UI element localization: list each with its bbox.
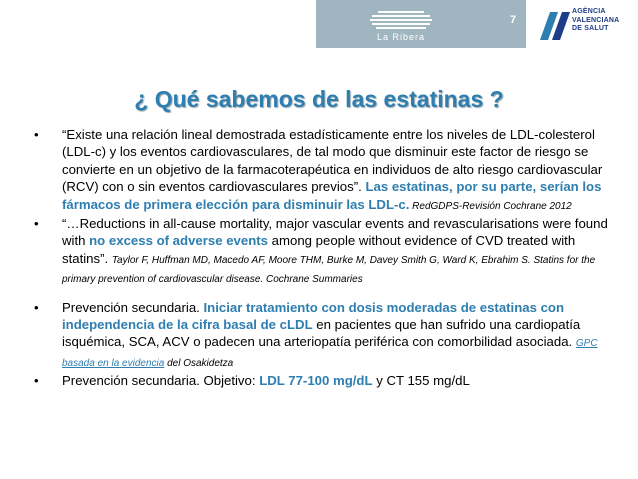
agency-name: [572, 8, 619, 34]
bullet-item: [34, 215, 614, 289]
bullet-text: Prevención secundaria.: [62, 299, 204, 315]
bullet-text: Prevención secundaria. Objetivo:: [62, 373, 260, 389]
bullet-citation: Taylor F, Huffman MD, Macedo AF, Moore THM, Burke M, Davey Smith G, Ward K, Ebrahim S. Statins for the primary prevention of cardiovascular disease. Cochrane Summaries: [62, 254, 596, 286]
bullet-highlight: Las estatinas, por su parte, serían los fármacos de primera elección para disminuir las LDL-c.: [62, 179, 602, 212]
bullet-marker: •: [34, 216, 39, 232]
bullet-item: [34, 126, 614, 215]
bullet-text-cont: en pacientes que han sufrido una cardiopatía isquémica, SCA, ACV o padecen una arteriopatía periférica con comorbilidad asociada.: [62, 317, 581, 350]
slide-number: 7: [509, 14, 517, 26]
gpc-link[interactable]: GPC basada en la evidencia: [62, 338, 598, 369]
bullet-citation: del Osakidetza: [164, 357, 234, 369]
bullet-marker: •: [34, 299, 39, 315]
agency-line-3: DE SALUT: [572, 25, 609, 32]
bullet-highlight: LDL 77-100 mg/dL: [259, 373, 373, 389]
agency-line-1: AGÈNCIA: [572, 8, 606, 15]
bullet-text-cont: among people without evidence of CVD treated with statins”.: [62, 233, 576, 266]
slide-title: ¿ Qué sabemos de las estatinas ?: [134, 86, 504, 112]
bullet-list: [34, 126, 614, 390]
bullet-marker: •: [34, 373, 39, 389]
bullet-marker: •: [34, 127, 39, 142]
agency-line-2: VALENCIANA: [572, 16, 620, 24]
la-ribera-logo: [324, 2, 496, 46]
bullet-item: [34, 299, 614, 373]
bullet-citation: RedGDPS-Revisión Cochrane 2012: [409, 200, 572, 212]
bullet-highlight: no excess of adverse events: [89, 233, 268, 249]
logo-text: La Ribera: [376, 32, 426, 42]
bullet-item: [34, 372, 614, 389]
bullet-text: “…Reductions in all-cause mortality, major vascular events and revascularisations were found with: [62, 216, 608, 249]
bullet-text: “Existe una relación lineal demostrada estadísticamente entre los niveles de LDL-colesterol (LDL-c) y los eventos cardiovasculares, de tal modo que disminuir este factor de riesgo se convierte en un objetivo de la farmacoterapéutica en individuos de alto riesgo cardiovascular (RCV) con o sin eventos cardiovasculares previos”.: [62, 127, 603, 195]
bullet-highlight: Iniciar tratamiento con dosis moderadas de estatinas con independencia de la cifra basal de cLDL: [62, 299, 565, 333]
bullet-text-cont: y CT 155 mg/dL: [372, 373, 470, 389]
